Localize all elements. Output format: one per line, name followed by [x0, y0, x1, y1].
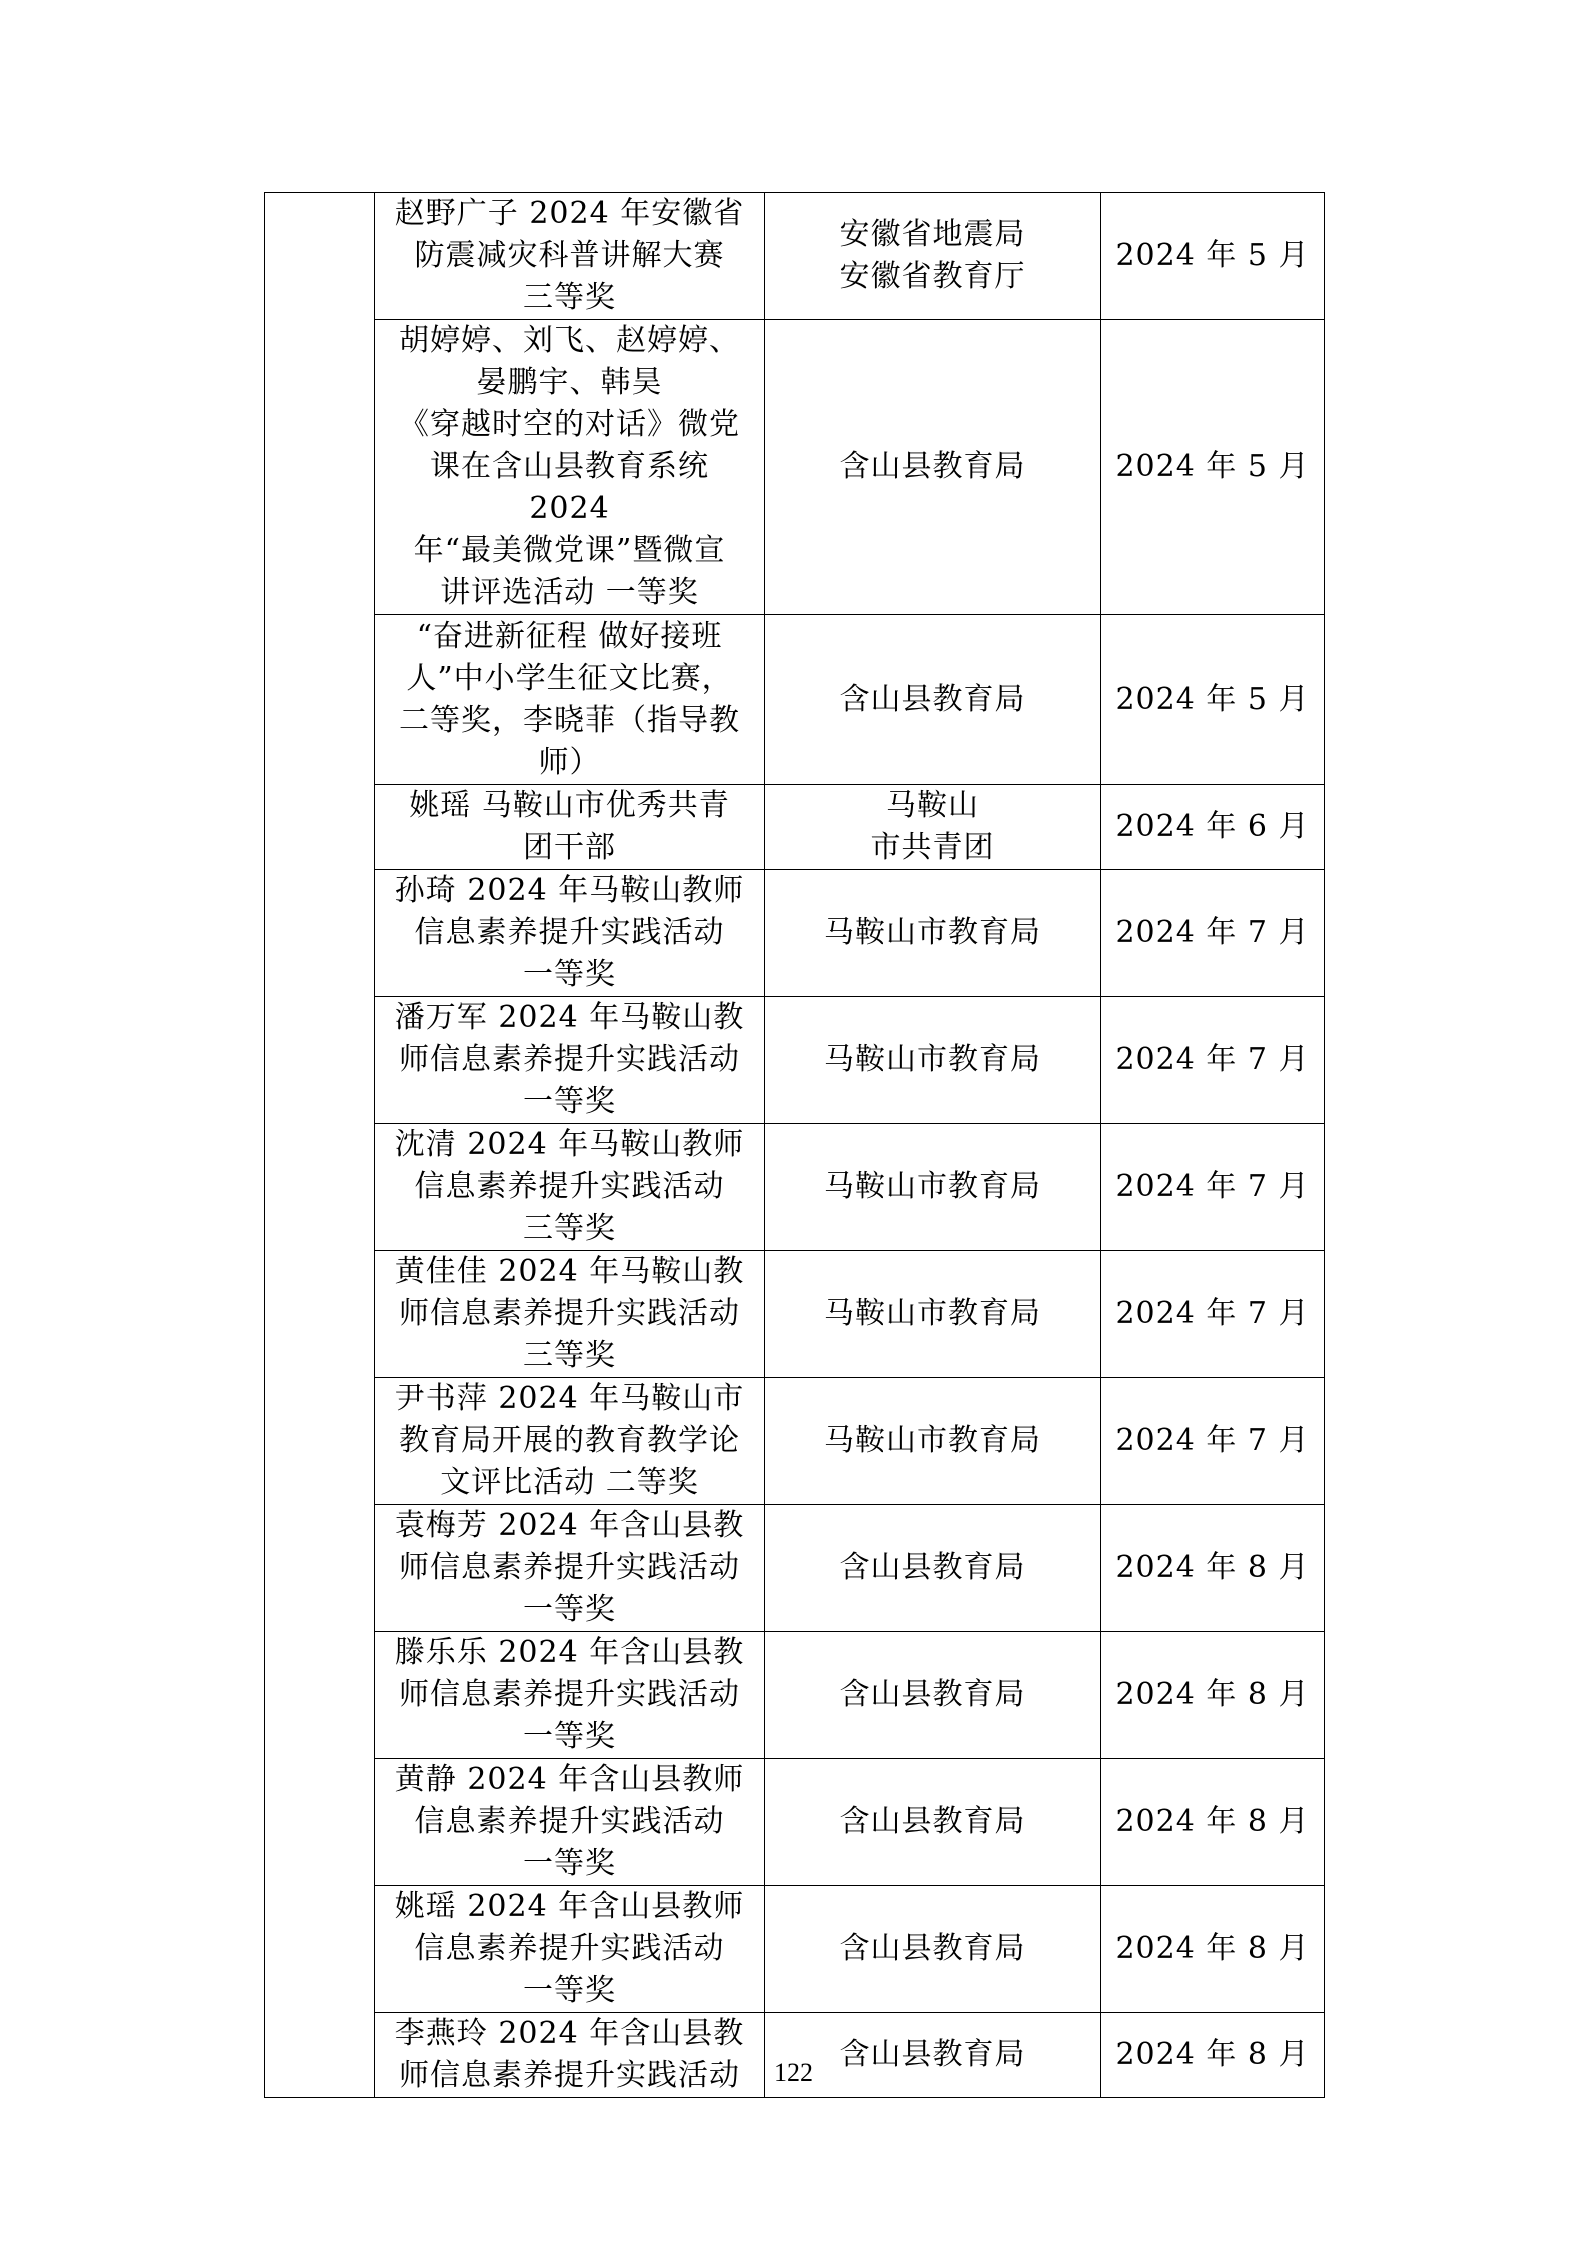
table-row — [265, 1505, 1325, 1632]
issuer-cell: 含山县教育局 — [765, 1505, 1101, 1632]
award-cell: 滕乐乐 2024 年含山县教 师信息素养提升实践活动 一等奖 — [375, 1632, 765, 1759]
award-cell: 赵野广子 2024 年安徽省 防震减灾科普讲解大赛 三等奖 — [375, 193, 765, 320]
issuer-cell: 马鞍山市教育局 — [765, 870, 1101, 997]
date-cell: 2024 年 8 月 — [1101, 2013, 1325, 2098]
table-row — [265, 1124, 1325, 1251]
award-cell: 黄佳佳 2024 年马鞍山教 师信息素养提升实践活动 三等奖 — [375, 1251, 765, 1378]
issuer-cell: 马鞍山市教育局 — [765, 997, 1101, 1124]
award-cell: 姚瑶 马鞍山市优秀共青 团干部 — [375, 785, 765, 870]
award-cell: 黄静 2024 年含山县教师 信息素养提升实践活动 一等奖 — [375, 1759, 765, 1886]
table-row — [265, 1886, 1325, 2013]
date-cell: 2024 年 8 月 — [1101, 1886, 1325, 2013]
table-row — [265, 1632, 1325, 1759]
issuer-cell: 马鞍山市教育局 — [765, 1251, 1101, 1378]
date-cell: 2024 年 7 月 — [1101, 1251, 1325, 1378]
page-number: 122 — [774, 2058, 813, 2087]
award-cell: 胡婷婷、刘飞、赵婷婷、 晏鹏宇、韩昊 《穿越时空的对话》微党 课在含山县教育系统 2024 年“最美微党课”暨微宣 讲评选活动 一等奖 — [375, 320, 765, 615]
table-row — [265, 193, 1325, 320]
table-row — [265, 1759, 1325, 1886]
table-row — [265, 1378, 1325, 1505]
issuer-cell: 马鞍山 市共青团 — [765, 785, 1101, 870]
award-cell: 潘万军 2024 年马鞍山教 师信息素养提升实践活动 一等奖 — [375, 997, 765, 1124]
date-cell: 2024 年 7 月 — [1101, 997, 1325, 1124]
award-cell: 姚瑶 2024 年含山县教师 信息素养提升实践活动 一等奖 — [375, 1886, 765, 2013]
issuer-cell: 含山县教育局 — [765, 320, 1101, 615]
table-row — [265, 785, 1325, 870]
table-row — [265, 320, 1325, 615]
date-cell: 2024 年 7 月 — [1101, 1124, 1325, 1251]
issuer-cell: 安徽省地震局 安徽省教育厅 — [765, 193, 1101, 320]
award-cell: 袁梅芳 2024 年含山县教 师信息素养提升实践活动 一等奖 — [375, 1505, 765, 1632]
awards-table-body — [265, 193, 1325, 2098]
category-cell — [265, 193, 375, 2098]
table-row — [265, 997, 1325, 1124]
award-cell: 孙琦 2024 年马鞍山教师 信息素养提升实践活动 一等奖 — [375, 870, 765, 997]
date-cell: 2024 年 6 月 — [1101, 785, 1325, 870]
date-cell: 2024 年 8 月 — [1101, 1505, 1325, 1632]
table-row — [265, 1251, 1325, 1378]
date-cell: 2024 年 7 月 — [1101, 870, 1325, 997]
date-cell: 2024 年 8 月 — [1101, 1632, 1325, 1759]
issuer-cell: 含山县教育局 — [765, 1886, 1101, 2013]
issuer-cell: 含山县教育局 — [765, 1632, 1101, 1759]
awards-table — [264, 192, 1325, 2098]
date-cell: 2024 年 8 月 — [1101, 1759, 1325, 1886]
award-cell: “奋进新征程 做好接班 人”中小学生征文比赛， 二等奖，李晓菲（指导教 师） — [375, 615, 765, 785]
table-row — [265, 870, 1325, 997]
award-cell: 沈清 2024 年马鞍山教师 信息素养提升实践活动 三等奖 — [375, 1124, 765, 1251]
date-cell: 2024 年 5 月 — [1101, 615, 1325, 785]
date-cell: 2024 年 5 月 — [1101, 320, 1325, 615]
issuer-cell: 含山县教育局 — [765, 615, 1101, 785]
issuer-cell: 马鞍山市教育局 — [765, 1124, 1101, 1251]
table-row — [265, 615, 1325, 785]
award-cell: 李燕玲 2024 年含山县教 师信息素养提升实践活动 — [375, 2013, 765, 2098]
date-cell: 2024 年 7 月 — [1101, 1378, 1325, 1505]
issuer-cell: 含山县教育局 — [765, 1759, 1101, 1886]
issuer-cell: 含山县教育局 — [765, 2013, 1101, 2098]
award-cell: 尹书萍 2024 年马鞍山市 教育局开展的教育教学论 文评比活动 二等奖 — [375, 1378, 765, 1505]
issuer-cell: 马鞍山市教育局 — [765, 1378, 1101, 1505]
date-cell: 2024 年 5 月 — [1101, 193, 1325, 320]
